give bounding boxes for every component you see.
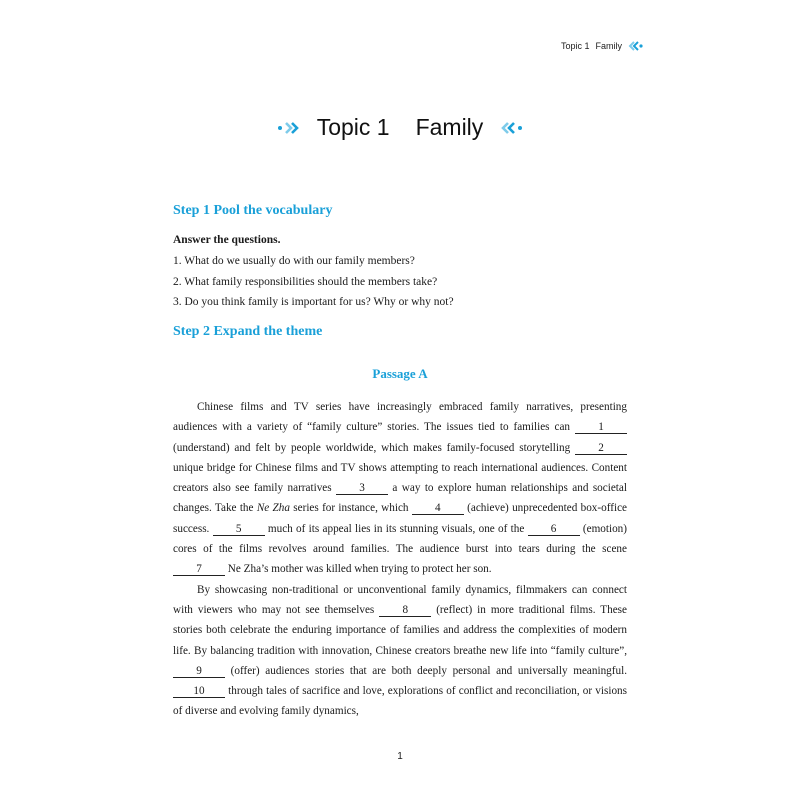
passage-text: unique bridge for Chinese films and TV shows attempting to reach international audiences. Content creators also see family narratives [173, 461, 627, 495]
blank-8[interactable]: 8 [379, 604, 431, 617]
question-item: 2. What family responsibilities should the members take? [173, 275, 438, 288]
chevrons-left-icon [495, 121, 523, 135]
blank-6[interactable]: 6 [528, 523, 580, 536]
chevrons-right-icon [277, 121, 305, 135]
blank-1[interactable]: 1 [575, 421, 627, 434]
passage-text: By showcasing non-traditional or unconventional family dynamics, filmmakers can connect with viewers who may not see themselves [173, 583, 627, 616]
blank-10[interactable]: 10 [173, 685, 225, 698]
title-topic: Topic 1 [316, 114, 390, 140]
italic-title: Ne Zha [256, 502, 290, 515]
paragraph [173, 397, 627, 580]
instruction: Answer the questions. [173, 234, 281, 246]
passage-text: Ne Zha’s mother was killed when trying to protect her son. [225, 563, 492, 576]
step1-heading: Step 1 Pool the vocabulary [173, 203, 333, 218]
passage-text: (emotion) cores of the films revolves around families. The audience burst into tears during the scene [173, 522, 627, 556]
blank-3[interactable]: 3 [336, 482, 388, 495]
running-head [561, 41, 644, 51]
question-item: 3. Do you think family is important for us? Why or why not? [173, 296, 454, 308]
passage-text: series for instance, which [289, 502, 412, 515]
passage-text: (understand) and felt by people worldwide, which makes family-focused storytelling [173, 441, 575, 454]
running-head-title: Family [595, 41, 622, 51]
blank-4[interactable]: 4 [412, 502, 464, 515]
question-list [173, 254, 454, 316]
step2-heading: Step 2 Expand the theme [173, 324, 323, 339]
title-name: Family [415, 114, 484, 140]
passage-text: through tales of sacrifice and love, explorations of conflict and reconciliation, or visions of diverse and evolving family dynamics, [173, 685, 627, 718]
page-title [0, 114, 800, 141]
blank-2[interactable]: 2 [575, 442, 627, 455]
blank-9[interactable]: 9 [173, 665, 225, 678]
passage-text: (offer) audiences stories that are both deeply personal and universally meaningful. [225, 664, 627, 677]
question-item: 1. What do we usually do with our family members? [173, 255, 415, 267]
passage-text: Chinese films and TV series have increasingly embraced family narratives, presenting audiences with a variety of “family culture” stories. The issues tied to families can [173, 401, 627, 434]
passage-text: much of its appeal lies in its stunning visuals, one of the [264, 522, 528, 535]
chevrons-left-icon [628, 41, 644, 51]
page-number: 1 [397, 751, 403, 762]
passage-text: a way to explore human relationships and societal changes. Take the [173, 482, 627, 515]
blank-5[interactable]: 5 [213, 523, 265, 536]
passage-text: (achieve) unprecedented box-office success. [173, 502, 627, 535]
passage-text: (reflect) in more traditional films. These stories both celebrate the enduring importance of families and address the complexities of modern life. By balancing tradition with innovation, Chinese creators breathe new life into “family culture”, [173, 603, 627, 657]
passage-body [173, 397, 627, 722]
blank-7[interactable]: 7 [173, 563, 225, 576]
passage-title: Passage A [372, 366, 428, 381]
running-head-topic: Topic 1 [560, 41, 590, 51]
paragraph [173, 580, 627, 722]
